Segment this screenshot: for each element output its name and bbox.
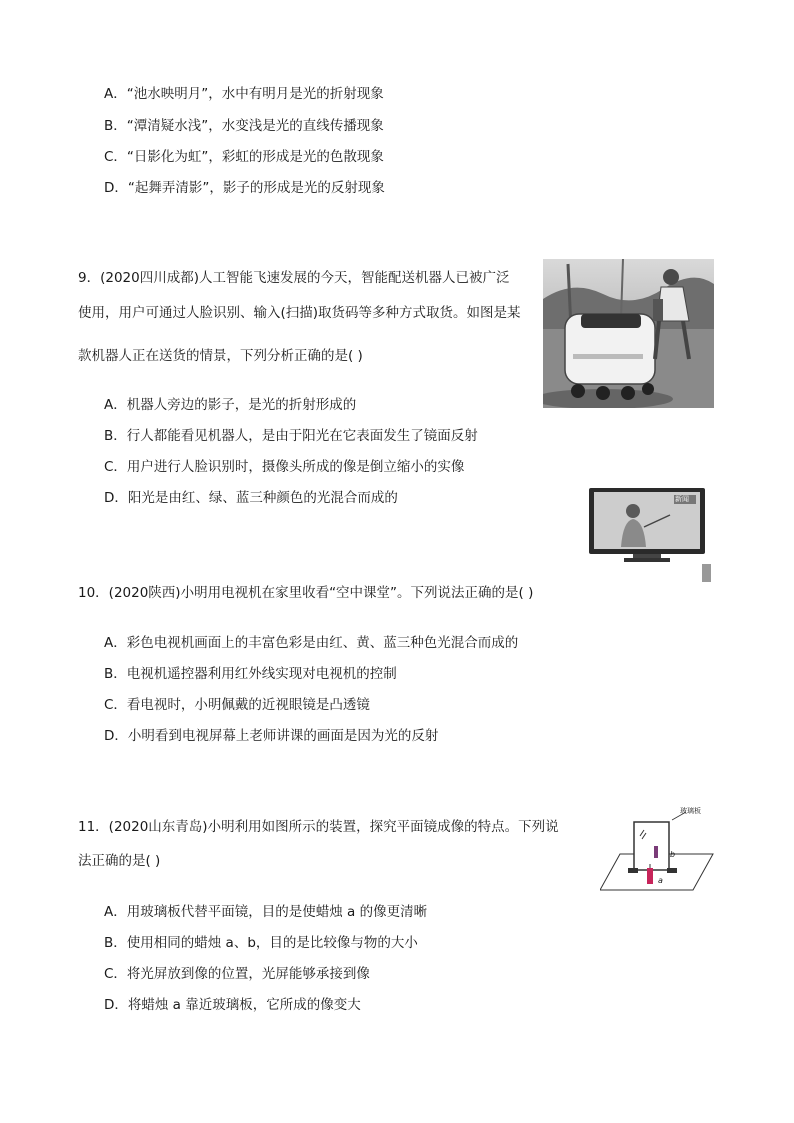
candle-b-label: b <box>670 850 676 859</box>
q10-option-a: A．彩色电视机画面上的丰富色彩是由红、黄、蓝三种色光混合而成的 <box>104 635 519 651</box>
q9-option-c: C．用户进行人脸识别时，摄像头所成的像是倒立缩小的实像 <box>104 459 465 475</box>
tv-figure <box>588 487 712 584</box>
q9-stem-line-3: 款机器人正在送货的情景，下列分析正确的是( ) <box>78 348 363 364</box>
q10-stem-line-1: 10．(2020陕西)小明用电视机在家里收看“空中课堂”。下列说法正确的是( ) <box>78 585 534 601</box>
q11-stem-line-2: 法正确的是( ) <box>78 853 161 869</box>
q9-option-b: B．行人都能看见机器人，是由于阳光在它表面发生了镜面反射 <box>104 428 478 444</box>
q10-option-c: C．看电视时，小明佩戴的近视眼镜是凸透镜 <box>104 697 370 713</box>
q8-option-d: D．“起舞弄清影”，影子的形成是光的反射现象 <box>104 180 385 196</box>
q11-option-b: B．使用相同的蜡烛 a、b，目的是比较像与物的大小 <box>104 935 418 951</box>
q11-option-c: C．将光屏放到像的位置，光屏能够承接到像 <box>104 966 370 982</box>
q8-option-c: C．“日影化为虹”，彩虹的形成是光的色散现象 <box>104 149 384 165</box>
q11-option-a: A．用玻璃板代替平面镜，目的是使蜡烛 a 的像更清晰 <box>104 904 428 920</box>
q9-option-d: D．阳光是由红、绿、蓝三种颜色的光混合而成的 <box>104 490 398 506</box>
q8-option-b: B．“潭清疑水浅”，水变浅是光的直线传播现象 <box>104 118 384 134</box>
q9-stem-line-2: 使用，用户可通过人脸识别、输入(扫描)取货码等多种方式取货。如图是某 <box>78 305 521 321</box>
plane-mirror-figure <box>600 806 715 892</box>
glass-plate-label: 玻璃板 <box>680 807 701 815</box>
q10-option-b: B．电视机遥控器利用红外线实现对电视机的控制 <box>104 666 397 682</box>
q11-stem-line-1: 11．(2020山东青岛)小明利用如图所示的装置，探究平面镜成像的特点。下列说 <box>78 819 559 835</box>
q9-stem-line-1: 9．(2020四川成都)人工智能飞速发展的今天，智能配送机器人已被广泛 <box>78 270 510 286</box>
q8-option-a: A．“池水映明月”，水中有明月是光的折射现象 <box>104 86 384 102</box>
candle-a-label: a <box>658 876 663 885</box>
q11-option-d: D．将蜡烛 a 靠近玻璃板，它所成的像变大 <box>104 997 361 1013</box>
q10-option-d: D．小明看到电视屏幕上老师讲课的画面是因为光的反射 <box>104 728 439 744</box>
delivery-robot-photo <box>543 259 714 408</box>
q9-option-a: A．机器人旁边的影子，是光的折射形成的 <box>104 397 357 413</box>
tv-caption: 新闻 <box>675 495 689 503</box>
